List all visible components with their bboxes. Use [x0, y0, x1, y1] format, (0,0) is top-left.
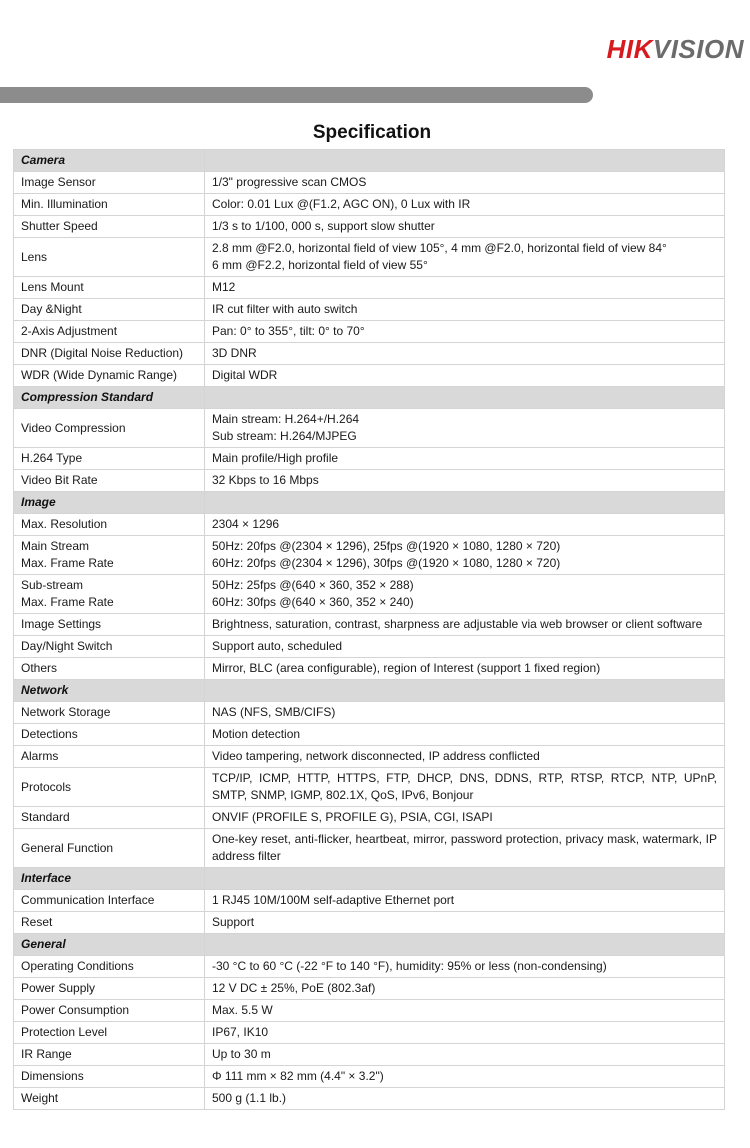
section-header — [14, 680, 725, 702]
spec-row — [14, 172, 725, 194]
spec-label-line: 2-Axis Adjustment — [21, 324, 118, 338]
section-title: Compression Standard — [14, 387, 205, 409]
spec-label — [14, 470, 205, 492]
spec-value-line: 50Hz: 25fps @(640 × 360, 352 × 288) — [212, 578, 414, 592]
spec-label — [14, 277, 205, 299]
spec-row — [14, 277, 725, 299]
spec-value-line: TCP/IP, ICMP, HTTP, HTTPS, FTP, DHCP, DNS, DDNS, RTP, RTSP, RTCP, NTP, UPnP, SMTP, SNMP, IGMP, 802.1X, QoS, IPv6, Bonjour — [212, 771, 717, 802]
spec-label-line: Video Bit Rate — [21, 473, 98, 487]
spec-row — [14, 978, 725, 1000]
spec-value — [205, 724, 725, 746]
spec-label — [14, 636, 205, 658]
spec-value-line: 1/3" progressive scan CMOS — [212, 175, 367, 189]
spec-label-line: Reset — [21, 915, 53, 929]
spec-label-line: Weight — [21, 1091, 59, 1105]
hikvision-logo — [607, 36, 744, 62]
spec-label-line: Min. Illumination — [21, 197, 108, 211]
spec-row — [14, 216, 725, 238]
spec-value — [205, 536, 725, 575]
spec-label-line: Protocols — [21, 779, 72, 794]
section-title: Camera — [14, 150, 205, 172]
section-title: Network — [14, 680, 205, 702]
spec-value-line: 1/3 s to 1/100, 000 s, support slow shutter — [212, 219, 435, 233]
section-title-filler — [205, 150, 725, 172]
spec-label — [14, 702, 205, 724]
spec-label — [14, 614, 205, 636]
spec-label-line: Network Storage — [21, 705, 111, 719]
spec-label-line: Image Settings — [21, 617, 102, 631]
spec-row — [14, 724, 725, 746]
spec-value — [205, 321, 725, 343]
spec-label — [14, 448, 205, 470]
logo-gray-part: VISION — [652, 34, 744, 64]
spec-label — [14, 238, 205, 277]
spec-label-line: Max. Frame Rate — [21, 595, 114, 609]
spec-value — [205, 409, 725, 448]
spec-row — [14, 956, 725, 978]
spec-value — [205, 829, 725, 868]
spec-value — [205, 343, 725, 365]
spec-label-line: Others — [21, 661, 58, 675]
spec-label — [14, 1000, 205, 1022]
spec-label — [14, 890, 205, 912]
spec-label-line: Lens — [21, 249, 48, 264]
spec-value-line: IP67, IK10 — [212, 1025, 269, 1039]
spec-label-line: Alarms — [21, 749, 59, 763]
spec-value-line: Support — [212, 915, 255, 929]
spec-value-line: Main profile/High profile — [212, 451, 339, 465]
spec-row — [14, 658, 725, 680]
spec-value-line: ONVIF (PROFILE S, PROFILE G), PSIA, CGI, ISAPI — [212, 810, 493, 824]
spec-row — [14, 1088, 725, 1110]
spec-row — [14, 746, 725, 768]
spec-value — [205, 978, 725, 1000]
spec-label — [14, 658, 205, 680]
spec-label — [14, 216, 205, 238]
spec-value — [205, 636, 725, 658]
spec-label-line: Standard — [21, 810, 70, 824]
spec-row — [14, 470, 725, 492]
section-title-filler — [205, 868, 725, 890]
spec-value — [205, 702, 725, 724]
spec-label — [14, 575, 205, 614]
spec-value — [205, 1066, 725, 1088]
spec-value-line: Brightness, saturation, contrast, sharpness are adjustable via web browser or client software — [212, 617, 703, 631]
spec-value — [205, 575, 725, 614]
spec-value — [205, 448, 725, 470]
spec-label — [14, 343, 205, 365]
spec-row — [14, 702, 725, 724]
spec-label-line: Dimensions — [21, 1069, 84, 1083]
spec-value-line: Up to 30 m — [212, 1047, 271, 1061]
spec-row — [14, 890, 725, 912]
spec-value — [205, 658, 725, 680]
spec-value — [205, 1088, 725, 1110]
spec-label-line: IR Range — [21, 1047, 72, 1061]
spec-label-line: Protection Level — [21, 1025, 108, 1039]
spec-row — [14, 636, 725, 658]
spec-label — [14, 1088, 205, 1110]
spec-value-line: Color: 0.01 Lux @(F1.2, AGC ON), 0 Lux with IR — [212, 197, 471, 211]
spec-value-line: One-key reset, anti-flicker, heartbeat, mirror, password protection, privacy mask, watermark, IP address filter — [212, 832, 717, 863]
spec-value-line: NAS (NFS, SMB/CIFS) — [212, 705, 336, 719]
spec-value-line: 500 g (1.1 lb.) — [212, 1091, 287, 1105]
page-title: Specification — [312, 122, 432, 143]
spec-label — [14, 768, 205, 807]
spec-label-line: General Function — [21, 840, 114, 855]
spec-label — [14, 1022, 205, 1044]
spec-value — [205, 194, 725, 216]
spec-value — [205, 614, 725, 636]
spec-value — [205, 277, 725, 299]
spec-value-line: Max. 5.5 W — [212, 1003, 273, 1017]
spec-value-line: 2.8 mm @F2.0, horizontal field of view 105°, 4 mm @F2.0, horizontal field of view 84° — [212, 241, 667, 255]
spec-value — [205, 768, 725, 807]
spec-label-line: Main Stream — [21, 539, 90, 553]
spec-label — [14, 514, 205, 536]
spec-value — [205, 1000, 725, 1022]
spec-value — [205, 890, 725, 912]
section-header — [14, 934, 725, 956]
spec-table — [13, 149, 725, 1110]
spec-value — [205, 365, 725, 387]
spec-row — [14, 829, 725, 868]
section-header — [14, 387, 725, 409]
spec-value-line: 12 V DC ± 25%, PoE (802.3af) — [212, 981, 376, 995]
spec-value-line: Mirror, BLC (area configurable), region of Interest (support 1 fixed region) — [212, 661, 601, 675]
spec-label — [14, 409, 205, 448]
spec-value — [205, 238, 725, 277]
spec-label-line: Lens Mount — [21, 280, 84, 294]
logo-red-part: HIK — [606, 34, 653, 64]
spec-value-line: 50Hz: 20fps @(2304 × 1296), 25fps @(1920 × 1080, 1280 × 720) — [212, 539, 561, 553]
spec-row — [14, 768, 725, 807]
spec-value-line: 2304 × 1296 — [212, 517, 280, 531]
section-title: Image — [14, 492, 205, 514]
spec-value — [205, 299, 725, 321]
header-divider-bar — [0, 87, 593, 103]
spec-label-line: Power Consumption — [21, 1003, 130, 1017]
spec-value-line: Digital WDR — [212, 368, 278, 382]
spec-value-line: 60Hz: 20fps @(2304 × 1296), 30fps @(1920 × 1080, 1280 × 720) — [212, 556, 561, 570]
spec-label-line: Day/Night Switch — [21, 639, 113, 653]
spec-value — [205, 514, 725, 536]
spec-row — [14, 1022, 725, 1044]
spec-row — [14, 536, 725, 575]
spec-label — [14, 1044, 205, 1066]
spec-row — [14, 448, 725, 470]
spec-row — [14, 299, 725, 321]
spec-value-line: Pan: 0° to 355°, tilt: 0° to 70° — [212, 324, 365, 338]
spec-label — [14, 194, 205, 216]
spec-label — [14, 172, 205, 194]
spec-row — [14, 1000, 725, 1022]
spec-row — [14, 1066, 725, 1088]
section-header — [14, 150, 725, 172]
spec-value — [205, 746, 725, 768]
spec-value-line: Φ 111 mm × 82 mm (4.4" × 3.2") — [212, 1069, 384, 1083]
spec-value-line: IR cut filter with auto switch — [212, 302, 358, 316]
spec-label — [14, 912, 205, 934]
spec-label-line: Power Supply — [21, 981, 96, 995]
spec-label — [14, 807, 205, 829]
spec-value — [205, 172, 725, 194]
spec-label-line: Sub-stream — [21, 578, 84, 592]
spec-value — [205, 1044, 725, 1066]
spec-value — [205, 216, 725, 238]
spec-label-line: Max. Frame Rate — [21, 556, 114, 570]
section-header — [14, 492, 725, 514]
spec-label-line: DNR (Digital Noise Reduction) — [21, 346, 184, 360]
spec-value-line: 1 RJ45 10M/100M self-adaptive Ethernet port — [212, 893, 455, 907]
section-title-filler — [205, 934, 725, 956]
spec-label — [14, 321, 205, 343]
spec-value-line: 32 Kbps to 16 Mbps — [212, 473, 319, 487]
spec-label-line: Detections — [21, 727, 78, 741]
spec-label — [14, 746, 205, 768]
spec-label — [14, 829, 205, 868]
spec-row — [14, 807, 725, 829]
spec-row — [14, 1044, 725, 1066]
spec-label — [14, 978, 205, 1000]
spec-label-line: Video Compression — [21, 420, 126, 435]
spec-label — [14, 365, 205, 387]
spec-label-line: WDR (Wide Dynamic Range) — [21, 368, 178, 382]
spec-label-line: H.264 Type — [21, 451, 83, 465]
spec-row — [14, 365, 725, 387]
spec-value-line: Main stream: H.264+/H.264 — [212, 412, 360, 426]
spec-label-line: Max. Resolution — [21, 517, 108, 531]
spec-value-line: Sub stream: H.264/MJPEG — [212, 429, 357, 443]
spec-value-line: -30 °C to 60 °C (-22 °F to 140 °F), humidity: 95% or less (non-condensing) — [212, 959, 607, 973]
spec-label — [14, 1066, 205, 1088]
spec-row — [14, 321, 725, 343]
spec-row — [14, 912, 725, 934]
spec-label-line: Operating Conditions — [21, 959, 134, 973]
spec-label-line: Image Sensor — [21, 175, 96, 189]
spec-value — [205, 912, 725, 934]
spec-value-line: 3D DNR — [212, 346, 257, 360]
spec-value — [205, 807, 725, 829]
section-title-filler — [205, 680, 725, 702]
spec-row — [14, 238, 725, 277]
spec-row — [14, 614, 725, 636]
section-header — [14, 868, 725, 890]
spec-label — [14, 956, 205, 978]
spec-row — [14, 194, 725, 216]
spec-value-line: Support auto, scheduled — [212, 639, 343, 653]
section-title-filler — [205, 492, 725, 514]
section-title: General — [14, 934, 205, 956]
spec-label — [14, 724, 205, 746]
spec-label — [14, 536, 205, 575]
section-title: Interface — [14, 868, 205, 890]
spec-value — [205, 956, 725, 978]
section-title-filler — [205, 387, 725, 409]
spec-value — [205, 1022, 725, 1044]
spec-row — [14, 343, 725, 365]
spec-value-line: M12 — [212, 280, 236, 294]
spec-label-line: Communication Interface — [21, 893, 155, 907]
spec-row — [14, 409, 725, 448]
spec-value-line: Video tampering, network disconnected, IP address conflicted — [212, 749, 540, 763]
spec-label-line: Shutter Speed — [21, 219, 98, 233]
spec-value-line: Motion detection — [212, 727, 301, 741]
spec-value — [205, 470, 725, 492]
spec-value-line: 6 mm @F2.2, horizontal field of view 55° — [212, 258, 428, 272]
spec-label-line: Day &Night — [21, 302, 82, 316]
spec-row — [14, 575, 725, 614]
spec-row — [14, 514, 725, 536]
spec-value-line: 60Hz: 30fps @(640 × 360, 352 × 240) — [212, 595, 414, 609]
spec-label — [14, 299, 205, 321]
